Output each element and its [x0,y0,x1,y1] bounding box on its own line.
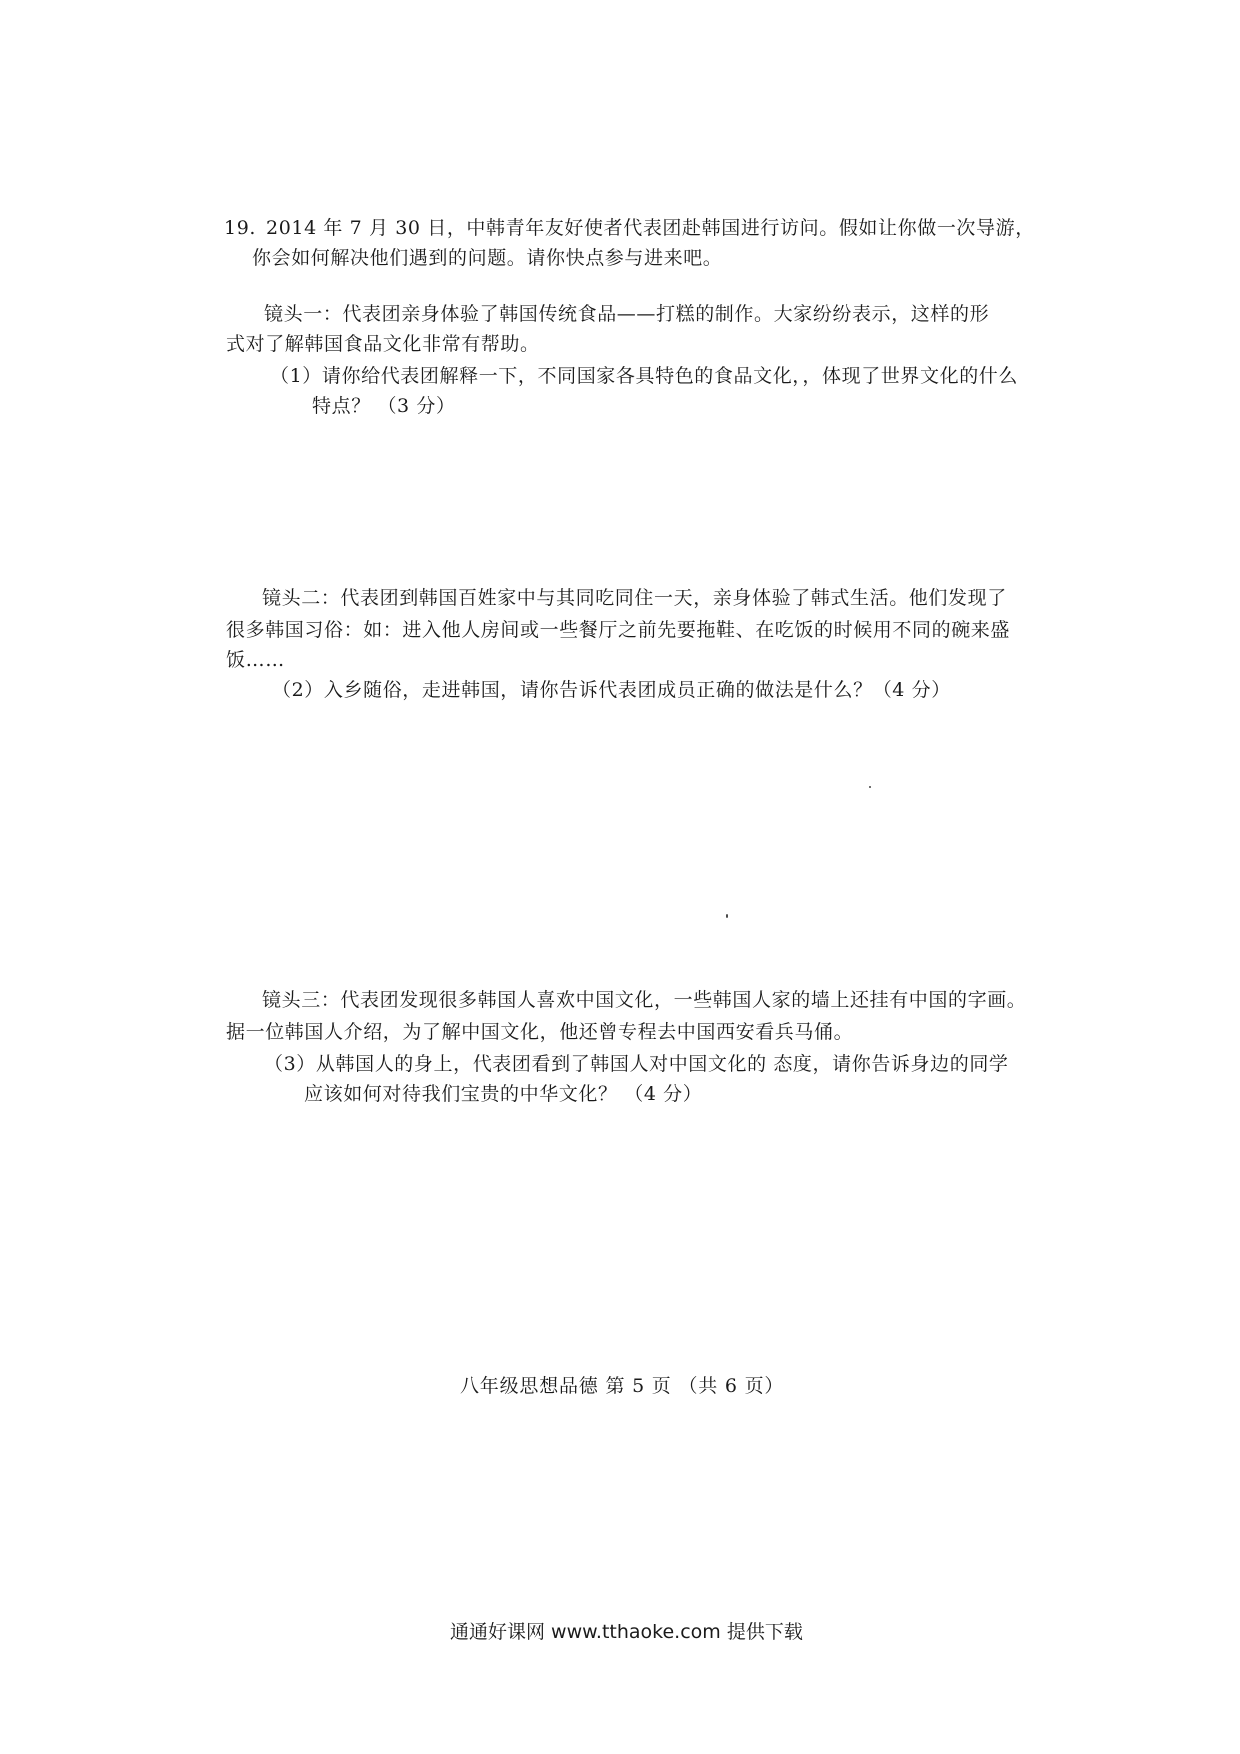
scan-speck [869,786,871,788]
sub-question-1-line-1: （1）请你给代表团解释一下，不同国家各具特色的食品文化，，体现了世界文化的什么 [270,365,1018,387]
scene-2-text-line-3: 饭…… [226,649,285,671]
question-intro-line-2: 你会如何解决他们遇到的问题。请你快点参与进来吧。 [252,247,723,269]
scene-2-text-line-1: 镜头二：代表团到韩国百姓家中与其同吃同住一天，亲身体验了韩式生活。他们发现了 [262,587,1007,609]
scene-1-text-line-2: 式对了解韩国食品文化非常有帮助。 [226,333,540,355]
scene-3-text-line-1: 镜头三：代表团发现很多韩国人喜欢中国文化，一些韩国人家的墙上还挂有中国的字画。 [262,989,1027,1011]
sub-question-3-line-1: （3）从韩国人的身上，代表团看到了韩国人对中国文化的 态度，请你告诉身边的同学 [264,1053,1009,1075]
question-number: 19. [224,217,257,239]
download-note: 通通好课网 www.tthaoke.com 提供下载 [450,1621,803,1643]
page-footer: 八年级思想品德 第 5 页 （共 6 页） [460,1375,785,1397]
scene-3-text-line-2: 据一位韩国人介绍，为了解中国文化，他还曾专程去中国西安看兵马俑。 [226,1021,854,1043]
sub-question-3-line-2: 应该如何对待我们宝贵的中华文化？ （4 分） [304,1083,703,1105]
sub-question-1-line-2: 特点？ （3 分） [312,395,456,417]
question-intro-text-1: 2014 年 7 月 30 日，中韩青年友好使者代表团赴韩国进行访问。假如让你做一次导游， [266,217,1035,239]
scene-2-text-line-2: 很多韩国习俗：如：进入他人房间或一些餐厅之前先要拖鞋、在吃饭的时候用不同的碗来盛 [226,619,1011,641]
question-intro-line-1 [224,214,1035,242]
sub-question-2-line-1: （2）入乡随俗，走进韩国，请你告诉代表团成员正确的做法是什么？（4 分） [272,679,951,701]
scene-1-text-line-1: 镜头一：代表团亲身体验了韩国传统食品——打糕的制作。大家纷纷表示，这样的形 [264,303,990,325]
scan-speck [726,914,728,918]
